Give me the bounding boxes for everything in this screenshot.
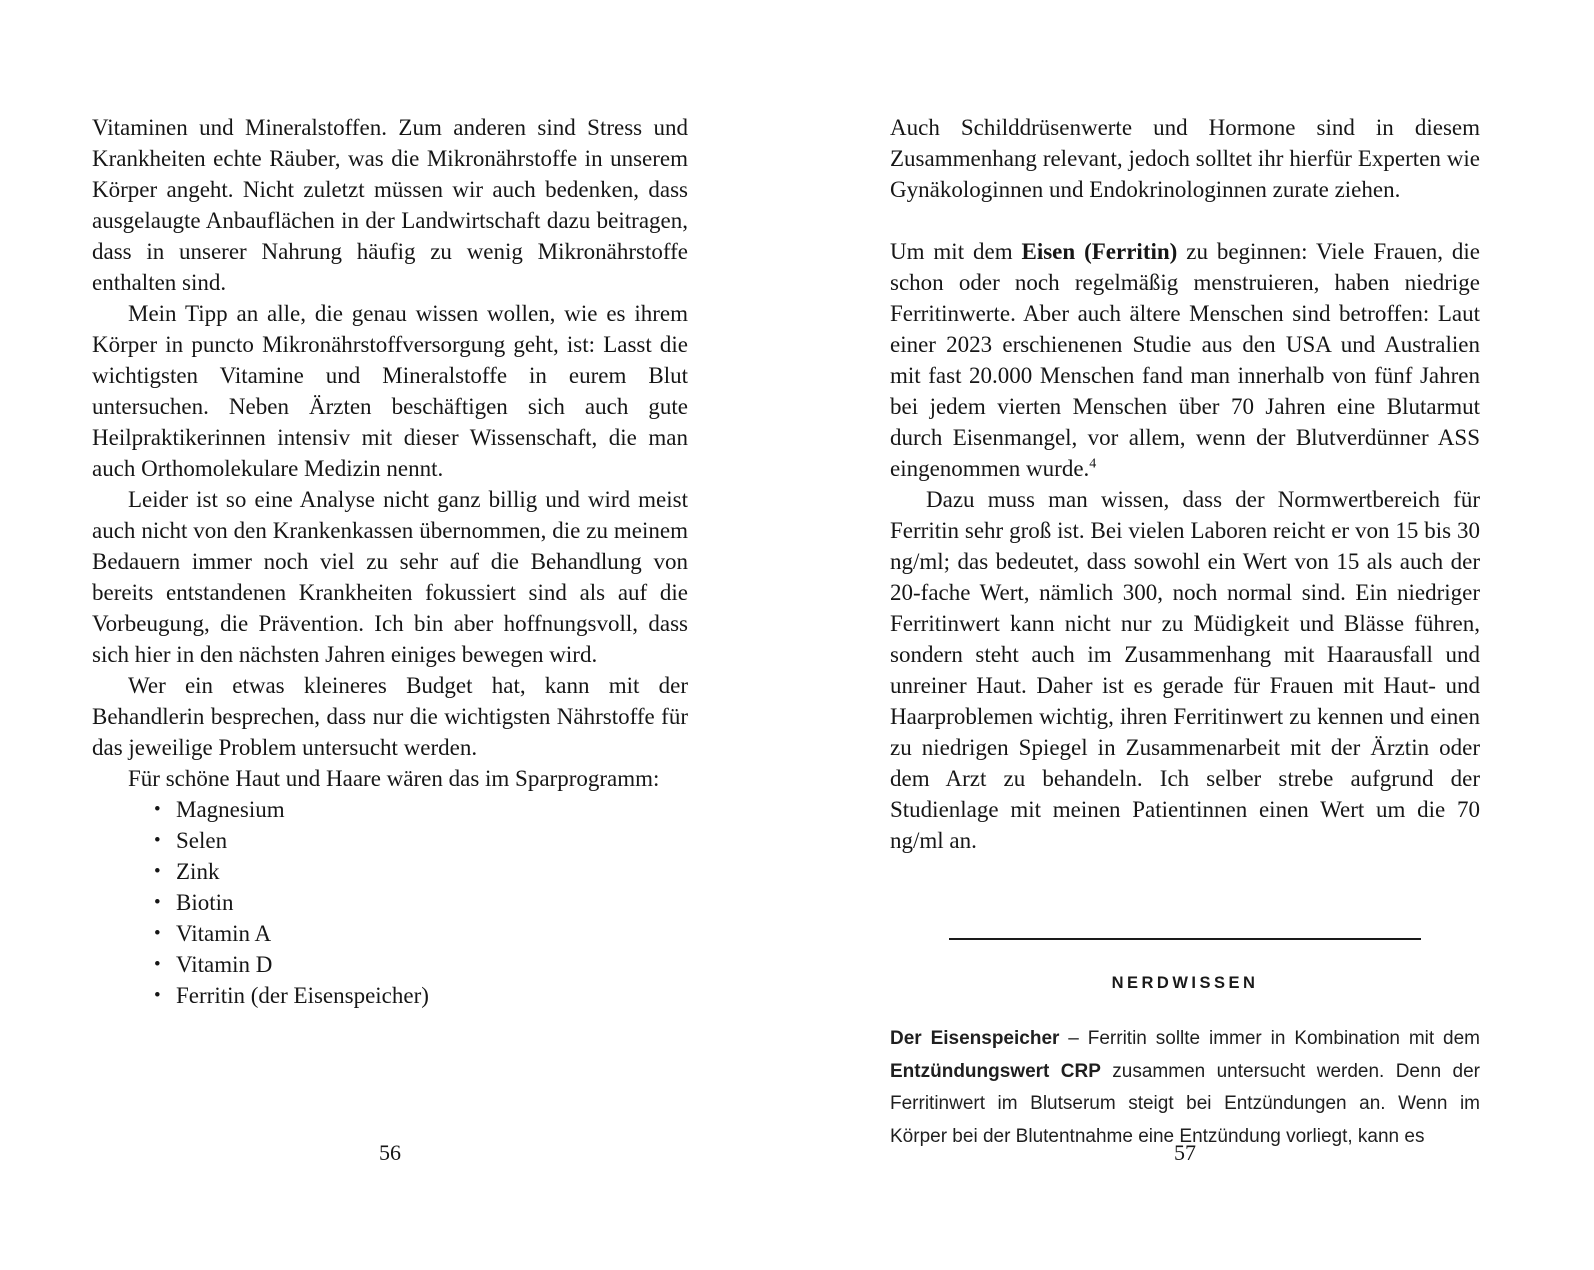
right-page-text (890, 112, 1480, 856)
paragraph (890, 112, 1480, 205)
page-left (92, 112, 688, 1011)
list-item: • Ferritin (der Eisenspeicher) (176, 980, 688, 1011)
nutrient-list (92, 794, 688, 1011)
text-segment: 4 (1089, 456, 1097, 472)
list-item: • Vitamin A (176, 918, 688, 949)
emphasized-text: Eisen (Ferritin) (1021, 239, 1178, 264)
text-segment: zusammen untersucht werden. Denn der Ferritinwert im Blutserum steigt bei Entzündungen an. Wenn im Körper bei der Blutentnahme eine Entzündung vorliegt, kann es (890, 1060, 1480, 1147)
list-item: • Magnesium (176, 794, 688, 825)
text-segment: Wer ein etwas kleineres Budget hat, kann mit der Behandlerin besprechen, dass nur die wichtigsten Nährstoffe für das jeweilige Problem untersucht werden. (92, 673, 688, 760)
text-segment: – Ferritin sollte immer in Kombination mit dem (1059, 1028, 1480, 1049)
list-item: • Biotin (176, 887, 688, 918)
left-page-text (92, 112, 688, 794)
text-segment: Dazu muss man wissen, dass der Normwertbereich für Ferritin sehr groß ist. Bei vielen Laboren reicht er von 15 bis 30 ng/ml; das bedeutet, dass sowohl ein Wert von 15 als auch der 20-fache Wert, nämlich 300, noch normal sind. Ein niedriger Ferritinwert kann nicht nur zu Müdigkeit und Blässe führen, sondern steht auch im Zusammenhang mit Haarausfall und unreiner Haut. Daher ist es gerade für Frauen mit Haut- und Haarproblemen wichtig, ihren Ferritinwert zu kennen und einen zu niedrigen Spiegel in Zusammenarbeit mit der Ärztin oder dem Arzt zu behandeln. Ich selber strebe aufgrund der Studienlage mit meinen Patientinnen einen Wert um die 70 ng/ml an. (890, 487, 1480, 853)
page-number-left: 56 (379, 1140, 401, 1165)
list-item: • Vitamin D (176, 949, 688, 980)
text-segment: Leider ist so eine Analyse nicht ganz billig und wird meist auch nicht von den Krankenkassen übernommen, die zu meinem Bedauern immer noch viel zu sehr auf die Behandlung von bereits entstandenen Krankheiten fokussiert sind als auf die Vorbeugung, die Prävention. Ich bin aber hoffnungsvoll, dass sich hier in den nächsten Jahren einiges bewegen wird. (92, 487, 688, 667)
paragraph (92, 298, 688, 484)
text-segment: Für schöne Haut und Haare wären das im Sparprogramm: (128, 766, 660, 791)
text-segment: Vitaminen und Mineralstoffen. Zum anderen sind Stress und Krankheiten echte Räuber, was die Mikronährstoffe in unserem Körper angeht. Nicht zuletzt müssen wir auch bedenken, dass ausgelaugte Anbauflächen in der Landwirtschaft dazu beitragen, dass in unserer Nahrung häufig zu wenig Mikronährstoffe enthalten sind. (92, 115, 688, 295)
list-item: • Zink (176, 856, 688, 887)
paragraph (890, 484, 1480, 856)
page-right (890, 112, 1480, 1172)
emphasized-text: Der Eisenspeicher (890, 1028, 1060, 1049)
nerdwissen-text (890, 1023, 1480, 1153)
text-segment: Um mit dem (890, 239, 1022, 264)
paragraph (92, 112, 688, 298)
paragraph (92, 484, 688, 670)
paragraph (92, 763, 688, 794)
page-number-right: 57 (1174, 1140, 1196, 1165)
list-item: • Selen (176, 825, 688, 856)
nerdwissen-section (890, 938, 1480, 1153)
nerdwissen-heading: NERDWISSEN (1111, 974, 1259, 992)
text-segment: Auch Schilddrüsenwerte und Hormone sind in diesem Zusammenhang relevant, jedoch solltet ihr hierfür Experten wie Gynäkologinnen und Endokrinologinnen zurate ziehen. (890, 115, 1480, 202)
text-segment: Mein Tipp an alle, die genau wissen wollen, wie es ihrem Körper in puncto Mikronährstoffversorgung geht, ist: Lasst die wichtigsten Vitamine und Mineralstoffe in eurem Blut untersuchen. Neben Ärzten beschäftigen sich auch gute Heilpraktikerinnen intensiv mit dieser Wissenschaft, die man auch Orthomolekulare Medizin nennt. (92, 301, 688, 481)
emphasized-text: Entzündungswert CRP (890, 1060, 1101, 1082)
section-divider (949, 938, 1421, 940)
text-segment: zu beginnen: Viele Frauen, die schon oder noch regelmäßig menstruieren, haben niedrige Ferritinwerte. Aber auch ältere Menschen sind betroffen: Laut einer 2023 erschienenen Studie aus den USA und Australien mit fast 20.000 Menschen fand man innerhalb von fünf Jahren bei jedem vierten Menschen über 70 Jahren eine Blutarmut durch Eisenmangel, vor allem, wenn der Blutverdünner ASS eingenommen wurde. (890, 239, 1481, 481)
paragraph (890, 236, 1480, 484)
paragraph (92, 670, 688, 763)
